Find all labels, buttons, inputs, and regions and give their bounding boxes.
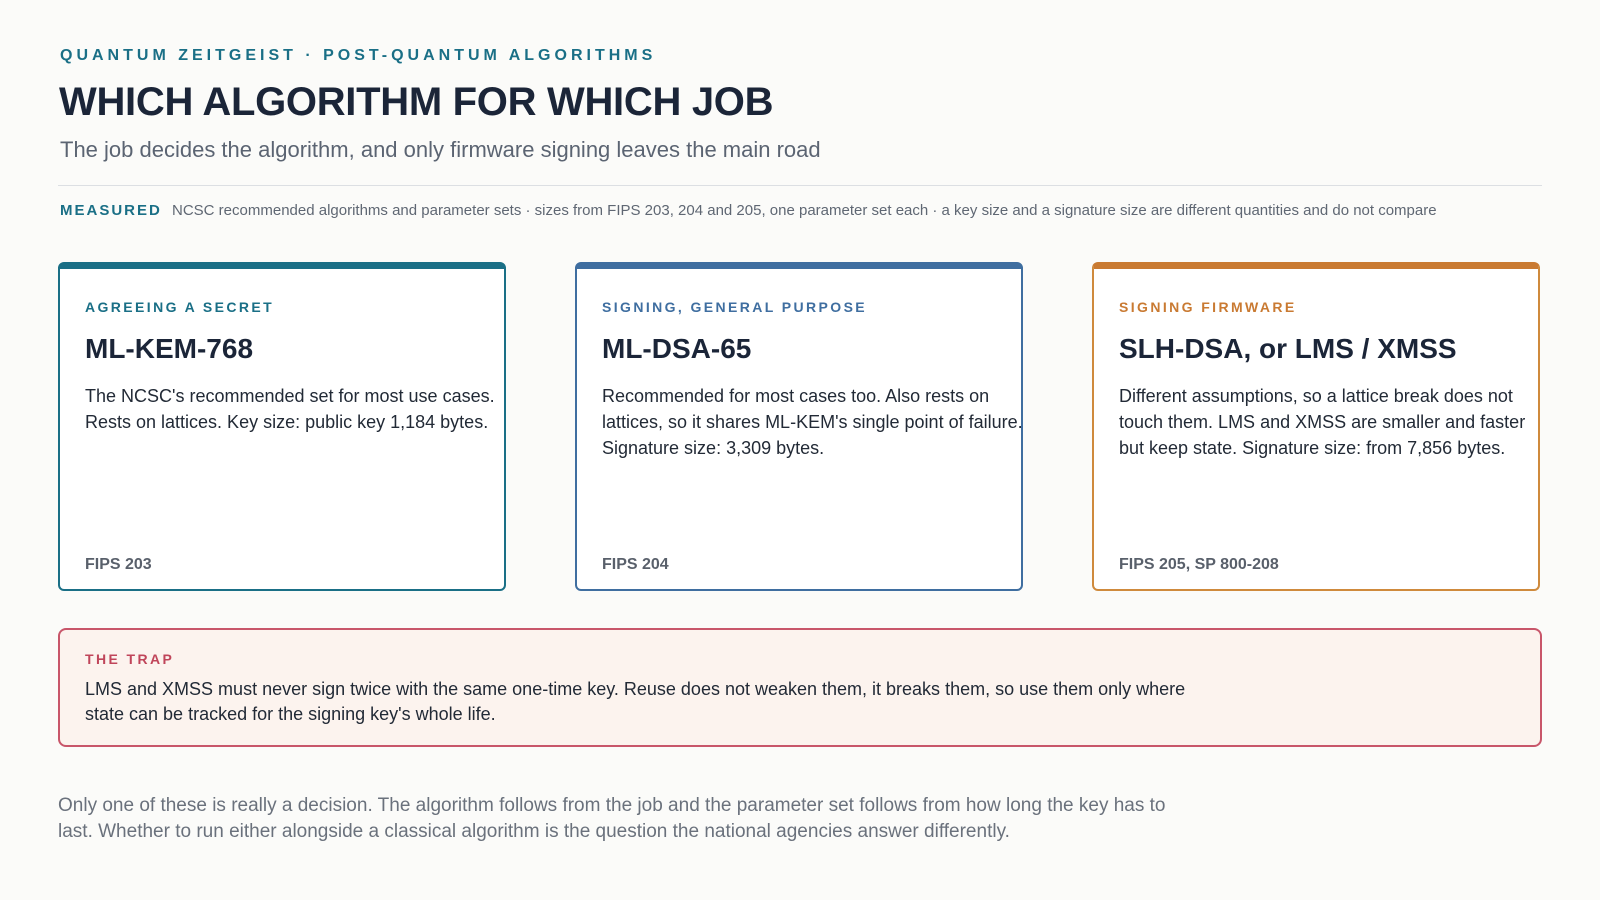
trap-callout	[58, 628, 1542, 747]
measured-text: NCSC recommended algorithms and parameter sets · sizes from FIPS 203, 204 and 205, one parameter set each · a key size and a signature size are different quantities and do not compare	[172, 202, 1437, 219]
footer-note: Only one of these is really a decision. The algorithm follows from the job and the parameter set follows from how long the key has to last. Whether to run either alongside a classical algorithm is the question the national agencies answer differently.	[58, 795, 1166, 842]
kicker: QUANTUM ZEITGEIST · POST-QUANTUM ALGORITHMS	[60, 47, 657, 64]
divider	[58, 185, 1542, 186]
card-algorithm-name: SLH-DSA, or LMS / XMSS	[1119, 333, 1457, 364]
card-algorithm-name: ML-KEM-768	[85, 333, 254, 364]
page-title: WHICH ALGORITHM FOR WHICH JOB	[59, 80, 774, 124]
trap-text: LMS and XMSS must never sign twice with the same one-time key. Reuse does not weaken them, it breaks them, so use them only where state can be tracked for the signing key's whole life.	[85, 679, 1186, 724]
card-standard-ref: FIPS 204	[602, 556, 669, 573]
card-description: Recommended for most cases too. Also rests on lattices, so it shares ML-KEM's single point of failure. Signature size: 3,309 bytes.	[602, 386, 1023, 458]
card-label: AGREEING A SECRET	[85, 299, 275, 315]
card-standard-ref: FIPS 203	[85, 556, 152, 573]
card-description: Different assumptions, so a lattice break does not touch them. LMS and XMSS are smaller and faster but keep state. Signature size: from 7,856 bytes.	[1119, 386, 1526, 458]
card-standard-ref: FIPS 205, SP 800-208	[1119, 556, 1279, 573]
measured-tag: MEASURED	[60, 202, 162, 219]
card-ml-dsa	[575, 262, 1023, 591]
page-subtitle: The job decides the algorithm, and only firmware signing leaves the main road	[60, 137, 821, 162]
card-algorithm-name: ML-DSA-65	[602, 333, 752, 364]
card-slh-dsa	[1092, 262, 1540, 591]
card-description: The NCSC's recommended set for most use cases. Rests on lattices. Key size: public key 1,184 bytes.	[85, 386, 495, 432]
card-label: SIGNING FIRMWARE	[1119, 299, 1297, 315]
card-label: SIGNING, GENERAL PURPOSE	[602, 299, 868, 315]
trap-label: THE TRAP	[85, 651, 175, 667]
measured-note	[60, 202, 1544, 219]
card-ml-kem	[58, 262, 506, 591]
